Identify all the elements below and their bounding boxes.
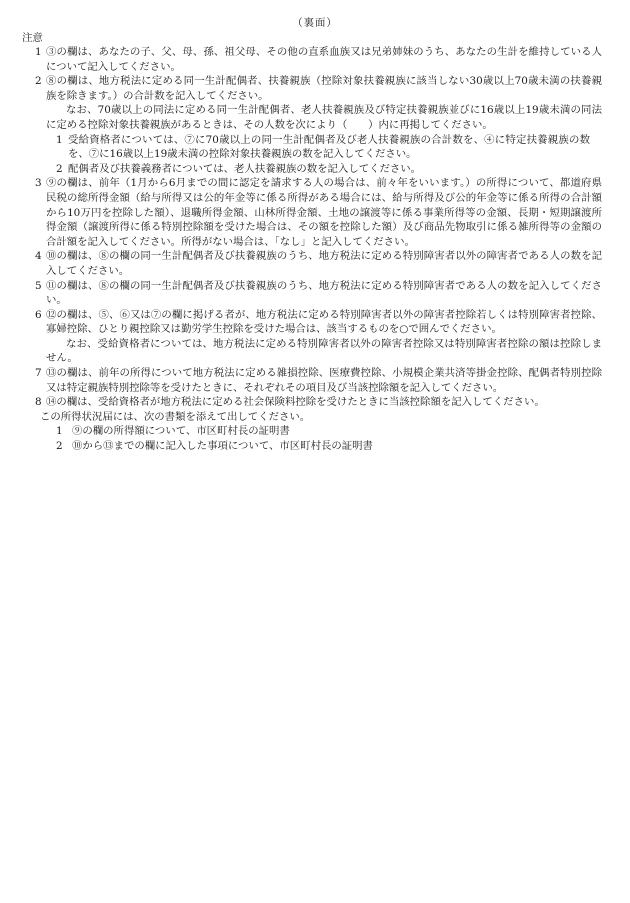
note-text: ⑩の欄は、⑧の欄の同一生計配偶者及び扶養親族のうち、地方税法に定める特別障害者以外の障害者である人の数を記入してください。 bbox=[46, 250, 602, 277]
attachment-number: 1 bbox=[56, 425, 63, 438]
note-number: 6 bbox=[35, 308, 42, 321]
note-subitem-2 bbox=[0, 162, 630, 177]
note-item-3 bbox=[0, 176, 630, 249]
attachment-text: ⑨の欄の所得額について、市区町村長の証明書 bbox=[72, 425, 290, 438]
attachment-item-2 bbox=[0, 439, 630, 454]
note-item-4 bbox=[0, 249, 630, 278]
note-text: ⑪の欄は、⑧の欄の同一生計配偶者及び扶養親族のうち、地方税法に定める特別障害者である人の数を記入してください。 bbox=[46, 279, 602, 307]
attachment-number: 2 bbox=[56, 440, 63, 453]
notes-heading: 注意 bbox=[22, 32, 43, 44]
subitem-number: 2 bbox=[56, 162, 63, 175]
subitem-text: 配偶者及び扶養義務者については、老人扶養親族の数を記入してください。 bbox=[68, 162, 422, 175]
subitem-text: 受給資格者については、⑦に70歳以上の同一生計配偶者及び老人扶養親族の合計数を、④に特定扶養親族の数を、⑦に16歳以上19歳未満の控除対象扶養親族の数を記入してください。 bbox=[68, 133, 590, 161]
note-text: ⑬の欄は、前年の所得について地方税法に定める雑損控除、医療費控除、小規模企業共済等掛金控除、配偶者特別控除又は特定親族特別控除等を受けたときに、それぞれその項目及び当該控除額を記入してください。 bbox=[46, 367, 602, 394]
note-item-5 bbox=[0, 279, 630, 308]
note-text: ⑨の欄は、前年（1月から6月までの間に認定を請求する人の場合は、前々年をいいます。）の所得について、都道府県民税の総所得金額（給与所得又は公的年金等に係る所得がある場合には、給与所得及び公的年金等に係る所得の合計額から10万円を控除した額）、退職所得金額、山林所得金額、土地の譲渡等に係る事業所得等の金額、長期・短期譲渡所得金額（譲渡所得に係る特別控除額を受けた場合は、その額を控除した額）及び商品先物取引に係る雑所得等の金額の合計額を記入してください。所得がない場合は、「なし」と記入してください。 bbox=[46, 177, 602, 248]
note-item-6-supplement: なお、受給資格者については、地方税法に定める特別障害者以外の障害者控除又は特別障害者控除の額は控除しません。 bbox=[46, 337, 602, 365]
note-number: 8 bbox=[35, 396, 42, 409]
note-item-1 bbox=[0, 45, 630, 74]
note-item-8 bbox=[0, 395, 630, 410]
notes-body bbox=[0, 45, 630, 454]
note-item-2 bbox=[0, 74, 630, 103]
note-number: 5 bbox=[35, 279, 42, 292]
note-item-7 bbox=[0, 366, 630, 395]
note-text: ⑭の欄は、受給資格者が地方税法に定める社会保険料控除を受けたときに当該控除額を記入してください。 bbox=[46, 396, 545, 409]
note-number: 4 bbox=[35, 250, 42, 263]
attachment-text: ⑩から⑬までの欄に記入した事項について、市区町村長の証明書 bbox=[72, 440, 373, 453]
note-number: 7 bbox=[35, 367, 42, 380]
note-text: ⑧の欄は、地方税法に定める同一生計配偶者、扶養親族（控除対象扶養親族に該当しない30歳以上70歳未満の扶養親族を除きます。）の合計数を記入してください。 bbox=[46, 75, 602, 102]
note-number: 1 bbox=[35, 46, 42, 58]
note-text: ⑫の欄は、⑤、⑥又は⑦の欄に掲げる者が、地方税法に定める特別障害者以外の障害者控除若しくは特別障害者控除、寡婦控除、ひとり親控除又は勤労学生控除を受けた場合は、該当するものを○で囲んでください。 bbox=[46, 308, 602, 336]
note-number: 2 bbox=[35, 75, 42, 88]
subitem-number: 1 bbox=[56, 133, 63, 146]
note-subitem-1 bbox=[0, 133, 630, 162]
closing-instruction: この所得状況届には、次の書類を添えて出してください。 bbox=[40, 410, 311, 423]
attachment-item-1 bbox=[0, 424, 630, 439]
note-item-2-supplement: なお、70歳以上の同法に定める同一生計配偶者、老人扶養親族及び特定扶養親族並びに16歳以上19歳未満の同法に定める控除対象扶養親族があるときは、その人数を次により（ ）内に再掲してください。 bbox=[46, 104, 602, 131]
note-text: ③の欄は、あなたの子、父、母、孫、祖父母、その他の直系血族又は兄弟姉妹のうち、あなたの生計を維持している人について記入してください。 bbox=[46, 46, 602, 73]
page-title: （裏面） bbox=[292, 17, 338, 29]
note-item-6 bbox=[0, 308, 630, 337]
note-number: 3 bbox=[35, 177, 42, 190]
